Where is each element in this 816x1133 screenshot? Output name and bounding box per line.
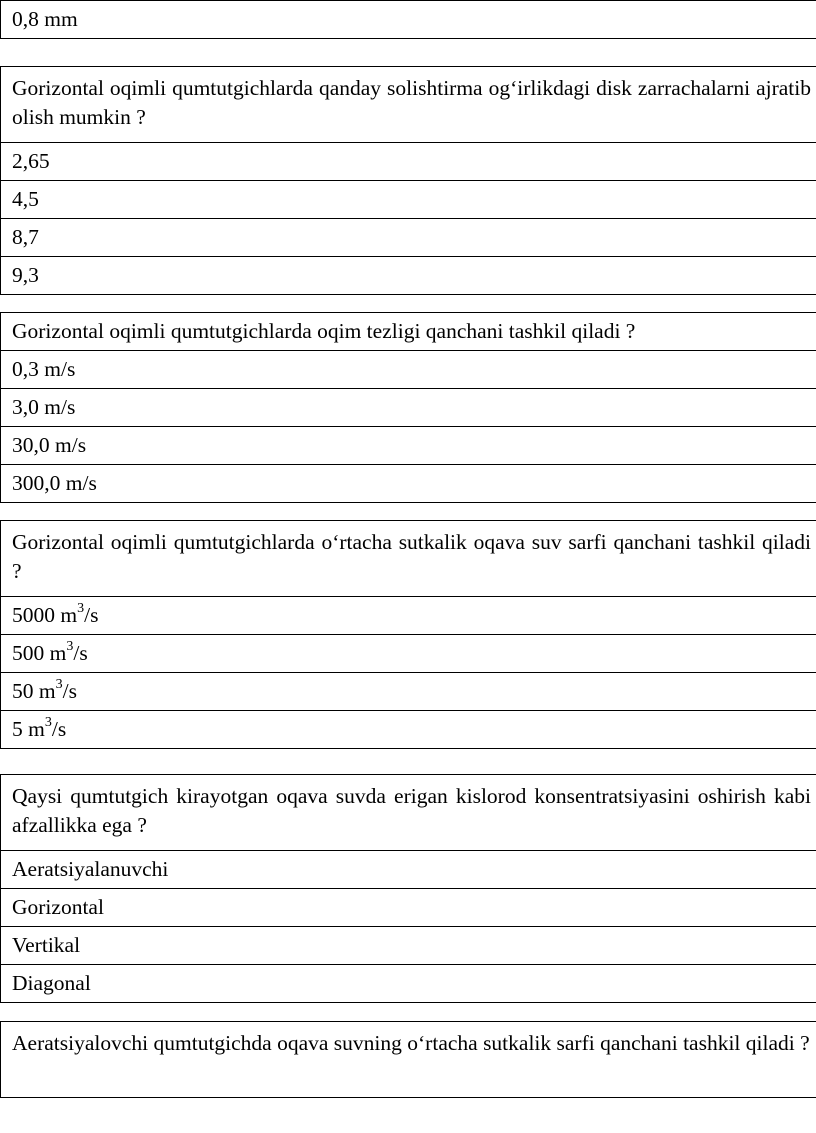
answer-option[interactable]: Gorizontal: [1, 889, 816, 927]
answer-option[interactable]: Aeratsiyalanuvchi: [1, 851, 816, 889]
answer-option[interactable]: [1, 673, 816, 711]
answer-option[interactable]: [1, 711, 816, 749]
option-suffix: /s: [84, 603, 99, 627]
answer-option[interactable]: Diagonal: [1, 965, 816, 1003]
answer-option[interactable]: 0,3 m/s: [1, 351, 816, 389]
question-table-2: [0, 312, 816, 503]
question-text: Gorizontal oqimli qumtutgichlarda oqim tezligi qanchani tashkil qiladi ?: [1, 313, 816, 351]
option-exponent: 3: [44, 714, 52, 730]
option-value: 500 m: [12, 641, 67, 665]
answer-table-partial: [0, 0, 816, 39]
answer-option[interactable]: 9,3: [1, 257, 816, 295]
question-table-1: [0, 66, 816, 295]
answer-option[interactable]: 30,0 m/s: [1, 427, 816, 465]
question-text: Qaysi qumtutgich kirayotgan oqava suvda erigan kislorod konsentratsiyasini oshirish kabi afzallikka ega ?: [1, 775, 816, 851]
answer-option[interactable]: [1, 597, 816, 635]
option-value: 50 m: [12, 679, 56, 703]
question-text: Gorizontal oqimli qumtutgichlarda qanday solishtirma og‘irlikdagi disk zarrachalarni ajratib olish mumkin ?: [1, 67, 816, 143]
question-table-4: [0, 774, 816, 1003]
option-exponent: 3: [55, 676, 63, 692]
option-suffix: /s: [51, 717, 67, 741]
answer-option[interactable]: 8,7: [1, 219, 816, 257]
option-exponent: 3: [77, 600, 85, 616]
question-table-3: [0, 520, 816, 749]
option-value: 5000 m: [12, 603, 78, 627]
option-suffix: /s: [73, 641, 88, 665]
option-value: 5 m: [12, 717, 45, 741]
answer-option[interactable]: 2,65: [1, 143, 816, 181]
answer-option[interactable]: 4,5: [1, 181, 816, 219]
answer-option[interactable]: 300,0 m/s: [1, 465, 816, 503]
answer-option[interactable]: Vertikal: [1, 927, 816, 965]
question-text: Aeratsiyalovchi qumtutgichda oqava suvning o‘rtacha sutkalik sarfi qanchani tashkil qiladi ?: [1, 1022, 816, 1098]
option-suffix: /s: [62, 679, 77, 703]
answer-option[interactable]: 3,0 m/s: [1, 389, 816, 427]
answer-option[interactable]: 0,8 mm: [1, 1, 816, 39]
question-text: Gorizontal oqimli qumtutgichlarda o‘rtacha sutkalik oqava suv sarfi qanchani tashkil qiladi ?: [1, 521, 816, 597]
question-table-5: [0, 1021, 816, 1098]
option-exponent: 3: [66, 638, 74, 654]
answer-option[interactable]: [1, 635, 816, 673]
